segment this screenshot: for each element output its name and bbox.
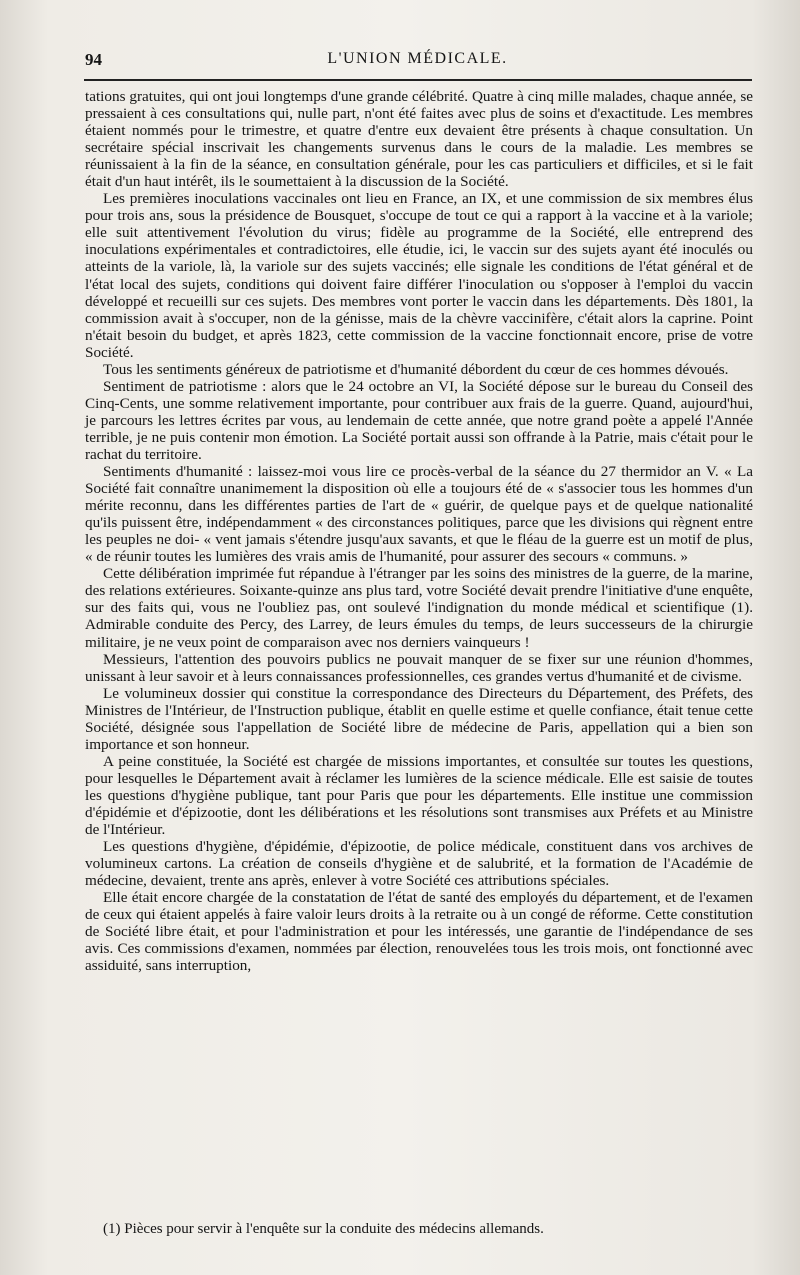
paragraph: Sentiments d'humanité : laissez-moi vous lire ce procès-verbal de la séance du 27 thermidor an V. « La Société fait connaître unanimement la disposition où elle a toujours été de « s'associer tous les hommes d'un mérite reconnu, dans les différentes parties de l'art de « guérir, de quelque pays et de quelque nationalité qu'ils puissent être, indépendamment « des circonstances politiques, parce que les divisions qui règnent entre les peuples ne doi- « vent jamais s'étendre jusqu'aux savants, et que le fléau de la guerre est un motif de plus, « de réunir toutes les lumières des vrais amis de l'humanité, pour assurer des secours « communs. » [85,463,753,566]
paragraph: Les premières inoculations vaccinales ont lieu en France, an IX, et une commission de six membres élus pour trois ans, sous la présidence de Bousquet, s'occupe de tout ce qui a rapport à la vaccine et à la variole; elle suit attentivement l'évolution du virus; fidèle au programme de la Société, elle entreprend des inoculations expérimentales et contradictoires, elle étudie, ici, le vaccin sur des sujets ayant été inoculés ou atteints de la variole, là, la variole sur des sujets vaccinés; elle signale les conditions de l'état général et de l'état local des sujets, conditions qui doivent faire différer l'inoculation ou s'opposer à l'emploi du vaccin développé et recueilli sur ces sujets. Des membres vont porter le vaccin dans les départements. Dès 1801, la commission avait à s'occuper, non de la génisse, mais de la chèvre vaccinifère, c'était alors la caprine. Point n'était besoin du budget, et après 1823, cette commission de la vaccine fonctionnait encore, prise de votre Société. [85,190,753,361]
paragraph: Messieurs, l'attention des pouvoirs publics ne pouvait manquer de se fixer sur une réunion d'hommes, unissant à leur savoir et à leurs connaissances professionnelles, ces grandes vertus d'humanité et de civisme. [85,650,753,685]
paragraph: A peine constituée, la Société est chargée de missions importantes, et consultée sur toutes les questions, pour lesquelles le Département avait à réclamer les lumières de la science médicale. Elle est saisie de toutes les questions d'hygiène publique, tant pour Paris que pour les départements. Elle institue une commission d'épidémie et d'épizootie, dont les délibérations et les résolutions sont transmises aux Préfets et au Ministre de l'Intérieur. [85,752,753,839]
paragraph: Tous les sentiments généreux de patriotisme et d'humanité débordent du cœur de ces hommes dévoués. [103,360,729,378]
page-header [85,50,750,76]
paragraph: tations gratuites, qui ont joui longtemps d'une grande célébrité. Quatre à cinq mille malades, chaque année, se pressaient à ces consultations qui, nulle part, n'ont été faites avec plus de soins et d'exactitude. Les membres étaient nommés pour le trimestre, et quatre d'entre eux devaient être présents à chaque consultation. Un secrétaire spécial inscrivait les changements survenus dans le cours de la maladie. Les membres se réunissaient à la fin de la séance, en consultation générale, pour les cas particuliers et difficiles, et si le fait était d'un haut intérêt, ils le soumettaient à la discussion de la Société. [85,88,753,191]
paragraph: Les questions d'hygiène, d'épidémie, d'épizootie, de police médicale, constituent dans vos archives de volumineux cartons. La création de conseils d'hygiène et de salubrité, et la formation de l'Académie de médecine, devaient, trente ans après, enlever à votre Société ces attributions spéciales. [85,838,753,890]
page-number: 94 [85,50,102,69]
body-text [85,88,753,974]
paragraph: Cette délibération imprimée fut répandue à l'étranger par les soins des ministres de la guerre, de la marine, des relations extérieures. Soixante-quinze ans plus tard, votre Société devait prendre l'initiative d'une enquête, sur des faits qui, vous ne l'oubliez pas, ont soulevé l'indignation du monde médical et scientifique (1). Admirable conduite des Percy, des Larrey, de leurs émules du temps, de leurs successeurs de la chirurgie militaire, je ne veux point de comparaison avec nos derniers vainqueurs ! [85,565,753,651]
footnote: (1) Pièces pour servir à l'enquête sur la conduite des médecins allemands. [103,1221,544,1237]
paragraph: Elle était encore chargée de la constatation de l'état de santé des employés du département, et de l'examen de ceux qui étaient appelés à faire valoir leurs droits à la retraite ou à un congé de réforme. Cette constitution de Société libre était, et pour l'administration et pour les intéressés, une garantie de l'indépendance de ses avis. Ces commissions d'examen, nommées par élection, renouvelées tous les trois mois, ont fonctionné avec assiduité, sans interruption, [85,889,753,975]
paragraph: Le volumineux dossier qui constitue la correspondance des Directeurs du Département, des Préfets, des Ministres de l'Intérieur, de l'Instruction publique, établit en quelle estime et quelle confiance, était tenue cette Société, désignée sous l'appellation de Société libre de médecine de Paris, appellation qui a bien son importance et son honneur. [85,684,753,753]
running-head: L'UNION MÉDICALE. [327,50,508,67]
paragraph: Sentiment de patriotisme : alors que le 24 octobre an VI, la Société dépose sur le bureau du Conseil des Cinq-Cents, une somme relativement importante, pour contribuer aux frais de la guerre. Quand, aujourd'hui, je parcours les lettres écrites par vous, au lendemain de cette année, que notre grand poète a appelé l'Année terrible, je ne puis contenir mon émotion. La Société portait aussi son offrande à la Patrie, mais c'était pour le rachat du territoire. [85,377,753,463]
header-rule [84,79,752,81]
